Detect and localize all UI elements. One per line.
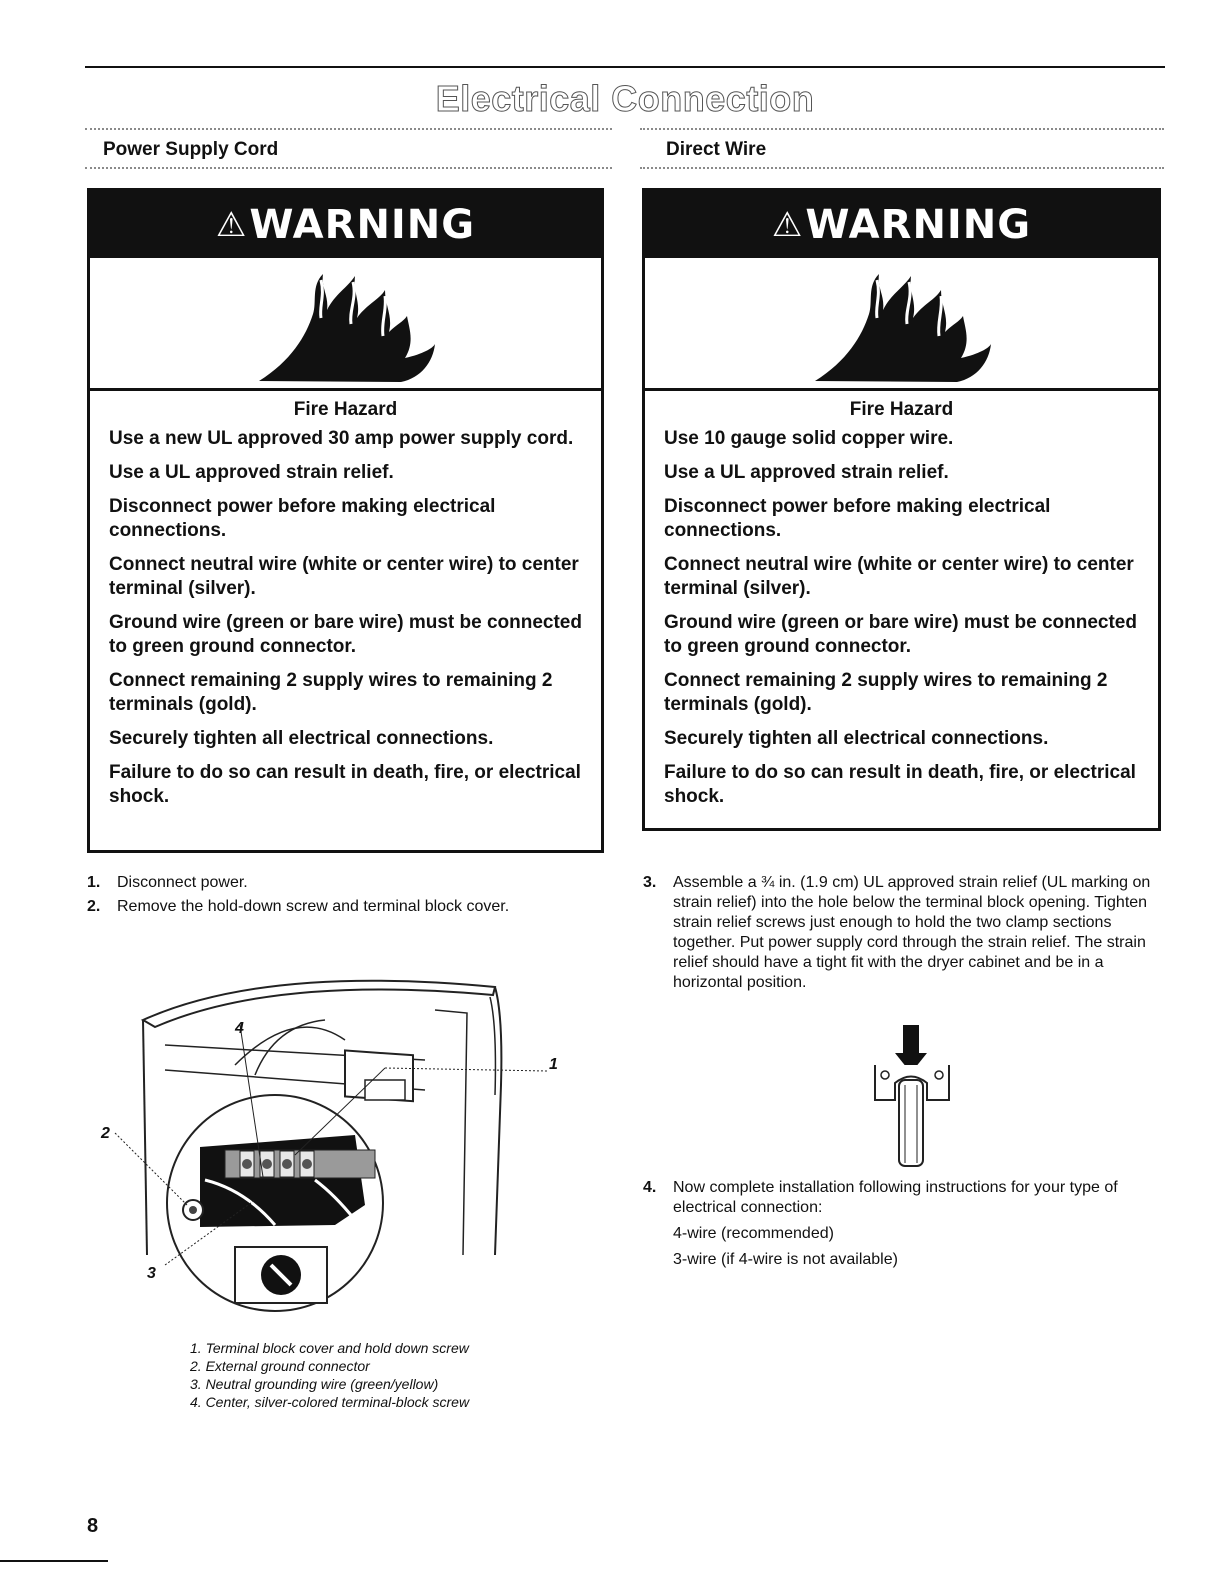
section-heading-direct-wire: Direct Wire bbox=[666, 139, 767, 160]
warning-banner-text: WARNING bbox=[805, 201, 1032, 248]
warning-triangle-icon: ⚠ bbox=[215, 204, 248, 245]
step-text: Disconnect power. bbox=[117, 874, 248, 891]
warning-box-power-supply-cord bbox=[87, 188, 604, 853]
page-title: Electrical Connection bbox=[435, 78, 815, 119]
fire-hazard-graphic bbox=[645, 258, 1158, 391]
section-rule-top-right bbox=[640, 128, 1164, 130]
warning-item: Securely tighten all electrical connections. bbox=[109, 728, 494, 749]
top-rule bbox=[85, 66, 1165, 68]
callout-4: 4 bbox=[235, 1020, 244, 1037]
section-heading-power-supply-cord: Power Supply Cord bbox=[103, 139, 279, 160]
step-number: 1. bbox=[87, 874, 101, 891]
page-number: 8 bbox=[87, 1515, 99, 1537]
warning-item: Use a new UL approved 30 amp power supply cord. bbox=[109, 428, 574, 449]
figure-legend bbox=[190, 1339, 570, 1411]
strain-relief-diagram bbox=[865, 1025, 965, 1170]
step-item bbox=[87, 897, 607, 917]
step-item bbox=[643, 873, 1163, 993]
warning-triangle-icon: ⚠ bbox=[771, 204, 804, 245]
fire-icon bbox=[251, 266, 441, 384]
step-number: 4. bbox=[643, 1179, 657, 1196]
fire-hazard-graphic bbox=[90, 258, 601, 391]
warning-item: Use 10 gauge solid copper wire. bbox=[664, 428, 954, 449]
steps-right-bottom bbox=[643, 1178, 1163, 1274]
step-number: 3. bbox=[643, 874, 657, 891]
section-rule-bottom-right bbox=[640, 167, 1164, 169]
callout-2: 2 bbox=[101, 1125, 110, 1142]
warning-item: Ground wire (green or bare wire) must be connected to green ground connector. bbox=[664, 612, 1137, 657]
step-text: Assemble a ¾ in. (1.9 cm) UL approved strain relief (UL marking on strain relief) into the hole below the terminal block opening. Tighten strain relief screws just enough to hold the two clamp sections together. Put power supply cord through the strain relief. The strain relief should have a tight fit with the dryer cabinet and be in a horizontal position. bbox=[673, 874, 1151, 991]
callout-3: 3 bbox=[147, 1265, 156, 1282]
warning-list bbox=[90, 427, 601, 809]
legend-item: 3. Neutral grounding wire (green/yellow) bbox=[190, 1376, 439, 1392]
step-item bbox=[643, 1178, 1163, 1270]
steps-right-top bbox=[643, 873, 1163, 997]
steps-left bbox=[87, 873, 607, 921]
warning-banner-text: WARNING bbox=[249, 201, 476, 248]
warning-item: Securely tighten all electrical connections. bbox=[664, 728, 1049, 749]
warning-item: Disconnect power before making electrical connections. bbox=[664, 496, 1051, 541]
legend-item: 2. External ground connector bbox=[190, 1358, 370, 1374]
warning-item: Failure to do so can result in death, fire, or electrical shock. bbox=[664, 762, 1136, 807]
warning-box-direct-wire bbox=[642, 188, 1161, 831]
step-subitem: 3-wire (if 4-wire is not available) bbox=[673, 1251, 898, 1268]
warning-banner bbox=[90, 191, 601, 258]
fire-icon bbox=[807, 266, 997, 384]
warning-item: Disconnect power before making electrical connections. bbox=[109, 496, 496, 541]
terminal-block-diagram bbox=[95, 965, 575, 1330]
step-text: Remove the hold-down screw and terminal block cover. bbox=[117, 898, 510, 915]
warning-item: Connect remaining 2 supply wires to remaining 2 terminals (gold). bbox=[109, 670, 553, 715]
warning-item: Use a UL approved strain relief. bbox=[664, 462, 949, 483]
section-rule-bottom-left bbox=[85, 167, 612, 169]
step-subitem: 4-wire (recommended) bbox=[673, 1225, 834, 1242]
warning-item: Connect neutral wire (white or center wire) to center terminal (silver). bbox=[664, 554, 1134, 599]
warning-item: Connect neutral wire (white or center wire) to center terminal (silver). bbox=[109, 554, 579, 599]
legend-item: 1. Terminal block cover and hold down screw bbox=[190, 1340, 469, 1356]
section-rule-top-left bbox=[85, 128, 612, 130]
legend-item: 4. Center, silver-colored terminal-block screw bbox=[190, 1394, 470, 1410]
warning-list bbox=[645, 427, 1158, 809]
step-text: Now complete installation following instructions for your type of electrical connection: bbox=[673, 1179, 1118, 1216]
hazard-title: Fire Hazard bbox=[849, 399, 954, 420]
step-number: 2. bbox=[87, 898, 101, 915]
warning-banner bbox=[645, 191, 1158, 258]
hazard-title: Fire Hazard bbox=[293, 399, 398, 420]
footer-rule bbox=[0, 1560, 108, 1562]
warning-item: Use a UL approved strain relief. bbox=[109, 462, 394, 483]
step-item bbox=[87, 873, 607, 893]
warning-item: Failure to do so can result in death, fire, or electrical shock. bbox=[109, 762, 581, 807]
warning-item: Ground wire (green or bare wire) must be connected to green ground connector. bbox=[109, 612, 582, 657]
warning-item: Connect remaining 2 supply wires to remaining 2 terminals (gold). bbox=[664, 670, 1108, 715]
callout-1: 1 bbox=[549, 1056, 558, 1073]
